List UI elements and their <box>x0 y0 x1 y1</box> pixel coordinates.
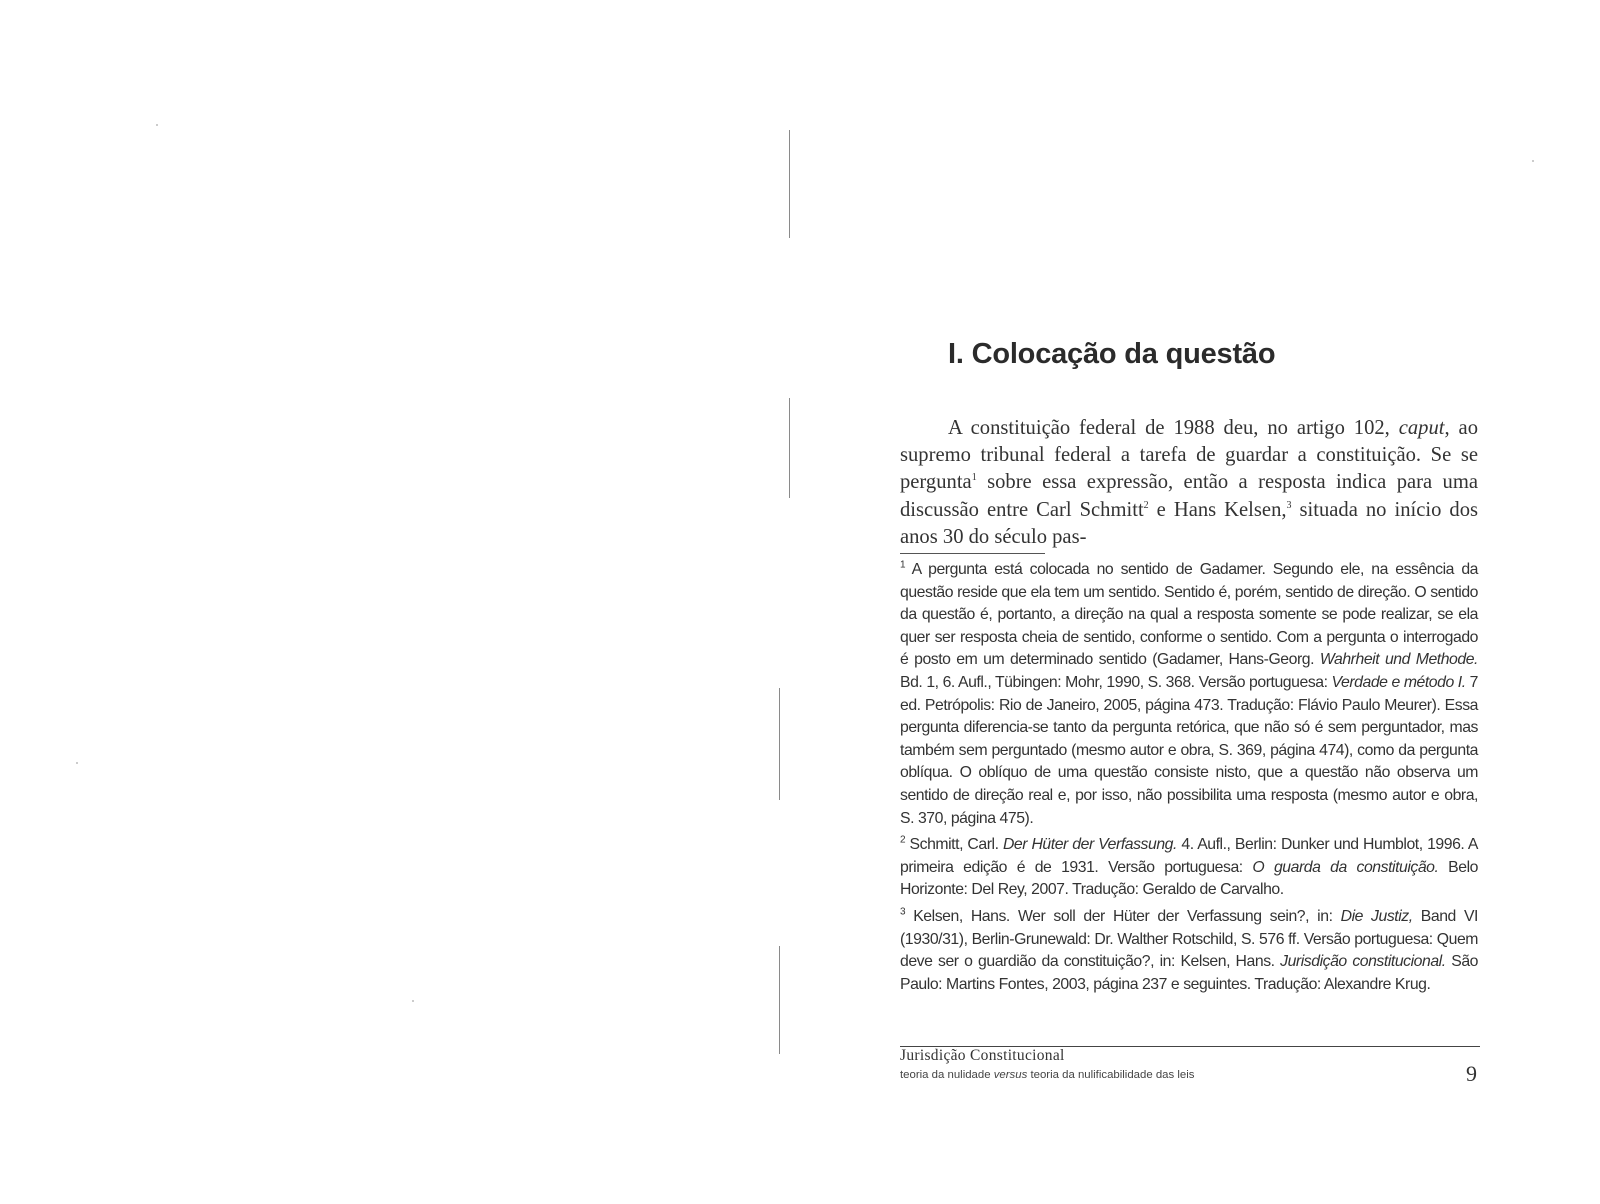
body-text-run: sobre essa expressão, então a resposta indica para uma discussão entre Carl Schmitt <box>900 471 1478 521</box>
footnote-separator <box>900 553 1045 554</box>
footnote-text: Band VI (1930/31), Berlin-Grunewald: Dr. Walther Rotschild, S. 576 ff. Versão portuguesa: Quem deve ser o guardião da constituição?, in: Kelsen, Hans. <box>900 907 1478 971</box>
gutter-mark <box>779 688 780 800</box>
running-footer-title: Jurisdição Constitucional <box>900 1047 1065 1064</box>
footnote-1 <box>900 559 1478 830</box>
footnote-text: 4. Aufl., Berlin: Dunker und Humblot, 1996. A primeira edição é de 1931. Versão portuguesa: <box>900 836 1478 876</box>
body-text-run: situada no início dos anos 30 do século pas- <box>900 498 1478 548</box>
footnote-number: 3 <box>900 906 906 918</box>
body-text-run: e Hans Kelsen, <box>1148 498 1287 521</box>
gutter-mark <box>789 130 790 238</box>
footnote-ref: 1 <box>971 472 977 484</box>
footnote-number: 2 <box>900 834 906 846</box>
footnote-text: Belo Horizonte: Del Rey, 2007. Tradução: Geraldo de Carvalho. <box>900 858 1478 899</box>
scan-speck <box>412 1000 414 1002</box>
footnote-italic: Verdade e método I. <box>1331 673 1466 691</box>
gutter-mark <box>789 398 790 498</box>
footnote-ref: 3 <box>1286 499 1292 511</box>
footnote-text: Bd. 1, 6. Aufl., Tübingen: Mohr, 1990, S. 368. Versão portuguesa: <box>900 673 1332 691</box>
chapter-heading: I. Colocação da questão <box>948 338 1276 370</box>
footer-sub-text: teoria da nulificabilidade das leis <box>1027 1069 1195 1081</box>
body-paragraph <box>900 415 1478 551</box>
body-text-run: A constituição federal de 1988 deu, no artigo 102, <box>948 417 1399 439</box>
scan-speck <box>1532 160 1534 162</box>
footnote-text: São Paulo: Martins Fontes, 2003, página 237 e seguintes. Tradução: Alexandre Krug. <box>900 953 1478 993</box>
footnote-2 <box>900 834 1478 902</box>
scan-speck <box>76 762 78 764</box>
footnote-italic: Der Hüter der Verfassung. <box>1002 836 1177 854</box>
body-text-run: , ao supremo tribunal federal a tarefa de guardar a constituição. Se se pergunta <box>900 417 1478 494</box>
gutter-mark <box>779 946 780 1054</box>
footnote-italic: Wahrheit und Methode. <box>1319 651 1478 669</box>
footnote-3 <box>900 906 1478 996</box>
footnotes <box>900 559 1478 1000</box>
body-italic-run: caput <box>1398 417 1445 439</box>
footer-sub-italic: versus <box>993 1069 1028 1081</box>
running-footer-subtitle <box>900 1069 1194 1081</box>
footnote-text: Schmitt, Carl. <box>905 836 1003 854</box>
footnote-text: Kelsen, Hans. Wer soll der Hüter der Verfassung sein?, in: <box>905 907 1341 925</box>
footnote-italic: Jurisdição constitucional. <box>1280 953 1446 971</box>
footnote-ref: 2 <box>1143 499 1149 511</box>
footnote-text: 7 ed. Petrópolis: Rio de Janeiro, 2005, página 473. Tradução: Flávio Paulo Meurer). Essa pergunta diferencia-se tanto da pergunta retórica, que não só é sem perguntador, mas também sem perguntado (mesmo autor e obra, S. 369, página 474), como da pergunta oblíqua. O oblíquo de uma questão consiste nisto, que a questão não observa um sentido de direção real e, por isso, não possibilita uma resposta (mesmo autor e obra, S. 370, página 475). <box>900 673 1478 827</box>
footnote-italic: O guarda da constituição. <box>1252 858 1439 876</box>
footnote-number: 1 <box>900 559 906 571</box>
page-number: 9 <box>1466 1061 1477 1086</box>
footnote-text: A pergunta está colocada no sentido de Gadamer. Segundo ele, na essência da questão reside que ela tem um sentido. Sentido é, porém, sentido de direção. O sentido da questão é, portanto, a direção na qual a resposta somente se pode realizar, se ela quer ser resposta cheia de sentido, conforme o sentido. Com a pergunta o interrogado é posto em um determinado sentido (Gadamer, Hans-Georg. <box>900 561 1478 669</box>
footer-sub-text: teoria da nulidade <box>900 1069 994 1081</box>
footnote-italic: Die Justiz, <box>1340 907 1413 925</box>
scan-speck <box>156 124 158 126</box>
